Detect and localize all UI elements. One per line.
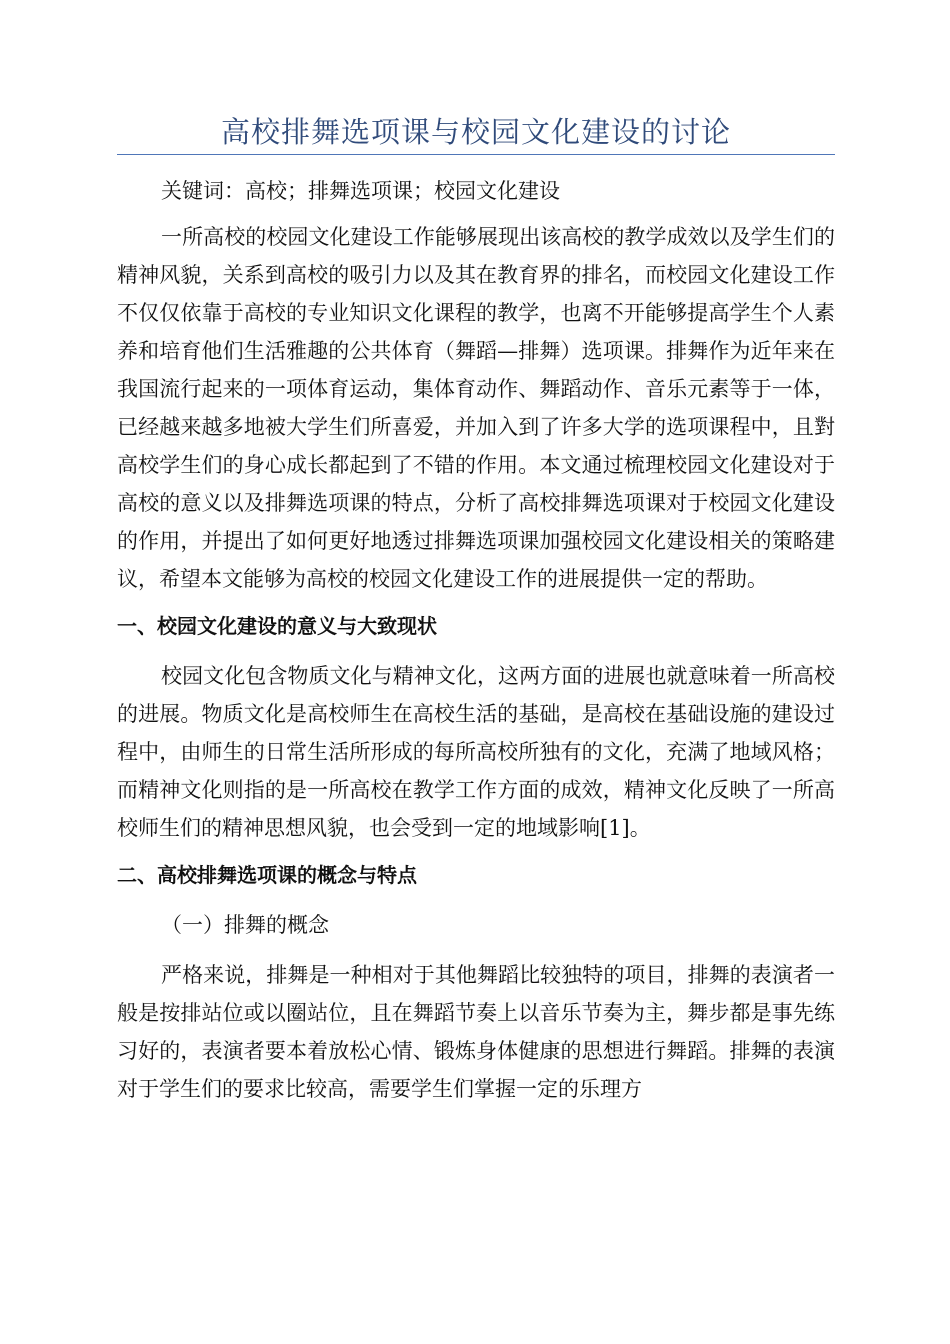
section-2-1-paragraph: 严格来说，排舞是一种相对于其他舞蹈比较独特的项目，排舞的表演者一般是按排站位或以圈站位，且在舞蹈节奏上以音乐节奏为主，舞步都是事先练习好的，表演者要本着放松心情、锻炼身体健康的思想进行舞蹈。排舞的表演对于学生们的要求比较高，需要学生们掌握一定的乐理方	[117, 963, 835, 1101]
section-heading-2: 二、高校排舞选项课的概念与特点	[117, 863, 417, 887]
section-heading-1: 一、校园文化建设的意义与大致现状	[117, 614, 437, 638]
title-underline	[117, 154, 835, 155]
section-1-paragraph: 校园文化包含物质文化与精神文化，这两方面的进展也就意味着一所高校的进展。物质文化是高校师生在高校生活的基础，是高校在基础设施的建设过程中，由师生的日常生活所形成的每所高校所独有的文化，充满了地域风格；而精神文化则指的是一所高校在教学工作方面的成效，精神文化反映了一所高校师生们的精神思想风貌，也会受到一定的地域影响[1]。	[117, 664, 835, 840]
subsection-heading-2-1: （一）排舞的概念	[161, 913, 329, 937]
keywords-line: 关键词：高校；排舞选项课；校园文化建设	[161, 179, 560, 203]
document-title: 高校排舞选项课与校园文化建设的讨论	[220, 115, 731, 149]
intro-paragraph: 一所高校的校园文化建设工作能够展现出该高校的教学成效以及学生们的精神风貌，关系到高校的吸引力以及其在教育界的排名，而校园文化建设工作不仅仅依靠于高校的专业知识文化课程的教学，也离不开能够提高学生个人素养和培育他们生活雅趣的公共体育（舞蹈—排舞）选项课。排舞作为近年来在我国流行起来的一项体育运动，集体育动作、舞蹈动作、音乐元素等于一体，已经越来越多地被大学生们所喜爱，并加入到了许多大学的选项课程中，且對高校学生们的身心成长都起到了不错的作用。本文通过梳理校园文化建设对于高校的意义以及排舞选项课的特点，分析了高校排舞选项课对于校园文化建设的作用，并提出了如何更好地透过排舞选项课加强校园文化建设相关的策略建议，希望本文能够为高校的校园文化建设工作的进展提供一定的帮助。	[117, 225, 835, 591]
document-body	[117, 172, 835, 1108]
